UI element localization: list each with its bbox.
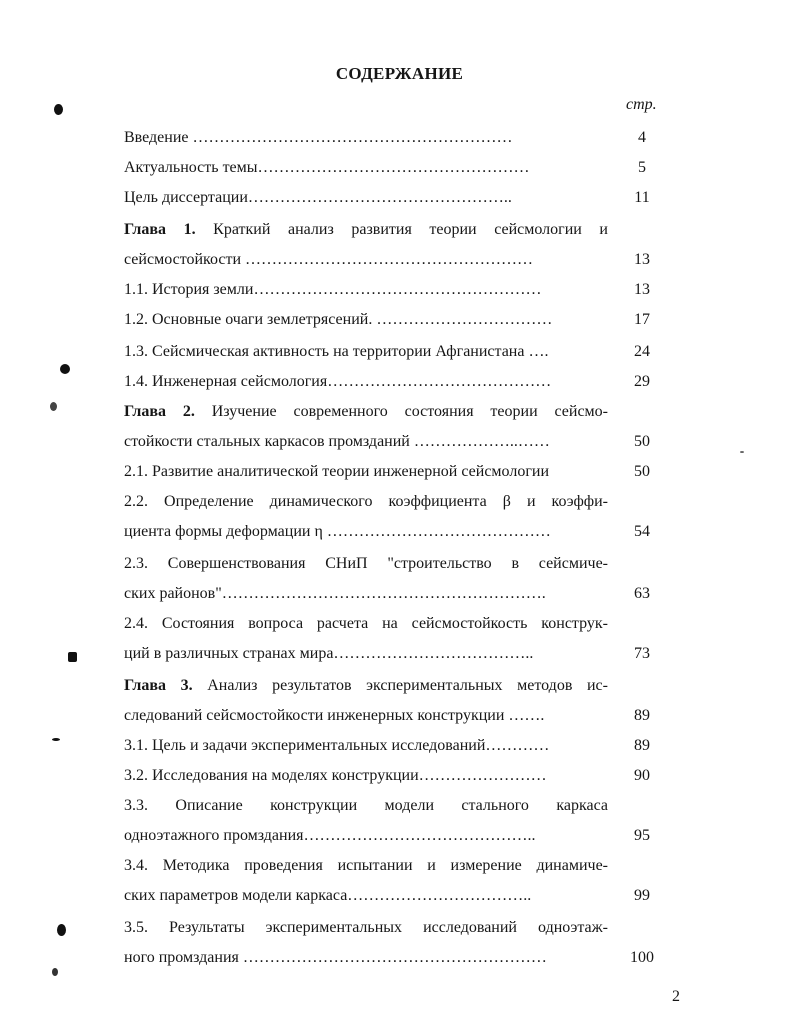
toc-entry [124, 372, 608, 392]
toc-entry [124, 796, 608, 816]
toc-entry-text: 2.3. Совершенствования СНиП "строительство в сейсмиче- [124, 555, 608, 572]
toc-entry-text: циента формы деформации η …………………………………… [124, 523, 551, 540]
toc-page-number: 100 [630, 949, 654, 966]
toc-entry-text: Изучение современного состояния теории сейсмо- [194, 403, 608, 420]
toc-entry [124, 402, 608, 422]
page-number: 2 [672, 988, 680, 1005]
chapter-heading: Глава 3. [124, 677, 193, 694]
toc-entry-text: ских параметров модели каркаса…………………………….. [124, 887, 532, 904]
toc-entry [124, 826, 608, 846]
toc-entry [124, 220, 608, 240]
toc-page-number: 54 [634, 523, 650, 540]
toc-entry [124, 584, 608, 604]
scan-speck [68, 652, 77, 662]
toc-entry-text: 1.3. Сейсмическая активность на территории Афганистана …. [124, 343, 549, 360]
scan-speck [50, 402, 57, 411]
scan-speck [60, 364, 70, 374]
toc-entry [124, 614, 608, 634]
toc-entry [124, 676, 608, 696]
toc-page-number: 11 [634, 189, 650, 206]
toc-entry [124, 918, 608, 938]
toc-entry [124, 280, 608, 300]
toc-page-number: 24 [634, 343, 650, 360]
toc-entry-text: следований сейсмостойкости инженерных конструкции ……. [124, 707, 545, 724]
toc-entry-text: 2.2. Определение динамического коэффициента β и коэффи- [124, 493, 608, 510]
toc-page-number: 50 [634, 433, 650, 450]
toc-entry-text: Краткий анализ развития теории сейсмологии и [195, 221, 608, 238]
toc-entry-text: 2.1. Развитие аналитической теории инженерной сейсмологии [124, 463, 549, 480]
toc-entry [124, 492, 608, 512]
toc-entry-text: 3.5. Результаты экспериментальных исследований одноэтаж- [124, 919, 608, 936]
toc-entry-text: стойкости стальных каркасов промзданий ………………..…… [124, 433, 550, 450]
toc-entry [124, 736, 608, 756]
scan-speck [52, 738, 60, 741]
toc-page-number: 63 [634, 585, 650, 602]
toc-entry-text: 3.3. Описание конструкции модели стального каркаса [124, 797, 608, 814]
toc-page-number: 13 [634, 251, 650, 268]
toc-entry [124, 886, 608, 906]
toc-entry-text: Введение …………………………………………………… [124, 129, 513, 146]
toc-page-number: 13 [634, 281, 650, 298]
page-column-label: стр. [626, 96, 657, 113]
toc-entry [124, 706, 608, 726]
toc-page-number: 17 [634, 311, 650, 328]
toc-page-number: 5 [638, 159, 646, 176]
toc-entry-text: 1.1. История земли……………………………………………… [124, 281, 542, 298]
toc-entry [124, 188, 608, 208]
toc-entry [124, 856, 608, 876]
toc-page-number: 29 [634, 373, 650, 390]
toc-entry-text: Цель диссертации………………………………………….. [124, 189, 512, 206]
toc-entry-text: Анализ результатов экспериментальных методов ис- [192, 677, 608, 694]
toc-entry [124, 432, 608, 452]
toc-entry-text: ного промздания ………………………………………………… [124, 949, 547, 966]
toc-entry [124, 522, 608, 542]
toc-entry-text: 3.4. Методика проведения испытании и измерение динамиче- [124, 857, 608, 874]
toc-entry-text: 2.4. Состояния вопроса расчета на сейсмостойкость конструк- [124, 615, 608, 632]
scan-speck [52, 968, 58, 976]
toc-page-number: 73 [634, 645, 650, 662]
toc-entry-text: одноэтажного промздания…………………………………….. [124, 827, 536, 844]
toc-page-number: 89 [634, 737, 650, 754]
toc-entry-text: 3.2. Исследования на моделях конструкции…………………… [124, 767, 547, 784]
toc-entry [124, 948, 608, 968]
chapter-heading: Глава 1. [124, 221, 196, 238]
toc-page-number: 4 [638, 129, 646, 146]
toc-entry-text: ских районов"……………………………………………………. [124, 585, 546, 602]
scan-speck [740, 451, 744, 453]
toc-entry-text: Актуальность темы…………………………………………… [124, 159, 530, 176]
toc-entry [124, 342, 608, 362]
toc-page-number: 89 [634, 707, 650, 724]
toc-page-number: 90 [634, 767, 650, 784]
toc-entry [124, 644, 608, 664]
toc-entry [124, 766, 608, 786]
toc-entry [124, 128, 608, 148]
chapter-heading: Глава 2. [124, 403, 195, 420]
toc-entry [124, 310, 608, 330]
toc-entry-text: 3.1. Цель и задачи экспериментальных исследований………… [124, 737, 550, 754]
toc-entry-text: сейсмостойкости ……………………………………………… [124, 251, 534, 268]
scan-speck [57, 924, 66, 936]
toc-entry-text: 1.2. Основные очаги землетрясений. …………………………… [124, 311, 553, 328]
scan-speck [54, 104, 63, 115]
toc-entry-text: 1.4. Инженерная сейсмология…………………………………… [124, 373, 552, 390]
page-title: СОДЕРЖАНИЕ [335, 64, 464, 83]
toc-entry [124, 158, 608, 178]
toc-page-number: 99 [634, 887, 650, 904]
toc-page-number: 50 [634, 463, 650, 480]
toc-entry [124, 462, 608, 482]
toc-page-number: 95 [634, 827, 650, 844]
toc-entry [124, 250, 608, 270]
toc-entry-text: ций в различных странах мира……………………………….. [124, 645, 534, 662]
toc-entry [124, 554, 608, 574]
